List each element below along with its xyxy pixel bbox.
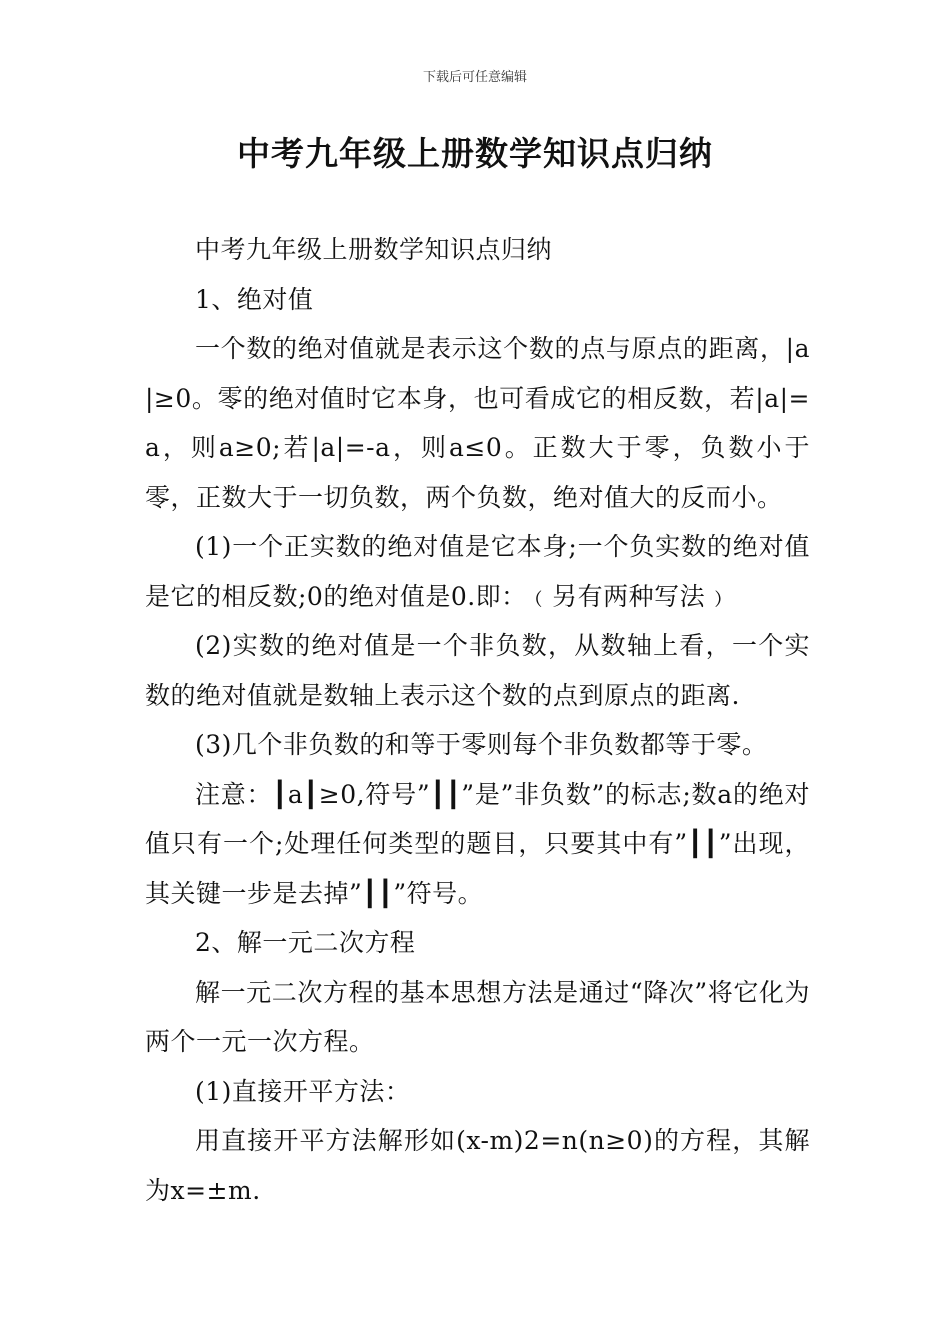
paragraph: (1)一个正实数的绝对值是它本身;一个负实数的绝对值是它的相反数;0的绝对值是0.即：﹙另有两种写法﹚ [145,532,810,611]
header-note: 下载后可任意编辑 [422,70,527,85]
paragraph-intro: 中考九年级上册数学知识点归纳 [195,235,553,264]
paragraph: (3)几个非负数的和等于零则每个非负数都等于零。 [195,730,768,759]
subheading-direct-root: (1)直接开平方法： [195,1076,411,1106]
document-body [145,225,810,1215]
section-heading-absolute-value: 1、绝对值 [195,284,314,314]
paragraph-note: 注意：┃a┃≥0,符号”┃┃”是”非负数”的标志;数a的绝对值只有一个;处理任何类型的题目，只要其中有”┃┃”出现，其关键一步是去掉”┃┃”符号。 [145,779,810,908]
paragraph: 用直接开平方法解形如(x-m)2=n(n≥0)的方程，其解为x=±m. [145,1126,810,1205]
document-title: 中考九年级上册数学知识点归纳 [237,134,713,173]
paragraph: 解一元二次方程的基本思想方法是通过“降次”将它化为两个一元一次方程。 [145,977,810,1056]
paragraph: 一个数的绝对值就是表示这个数的点与原点的距离，|a|≥0。零的绝对值时它本身，也可看成它的相反数，若|a|=a，则a≥0;若|a|=-a，则a≤0。正数大于零，负数小于零，正数大于一切负数，两个负数，绝对值大的反而小。 [145,334,810,512]
paragraph: (2)实数的绝对值是一个非负数，从数轴上看，一个实数的绝对值就是数轴上表示这个数的点到原点的距离. [145,631,810,710]
section-heading-quadratic: 2、解一元二次方程 [195,928,416,957]
